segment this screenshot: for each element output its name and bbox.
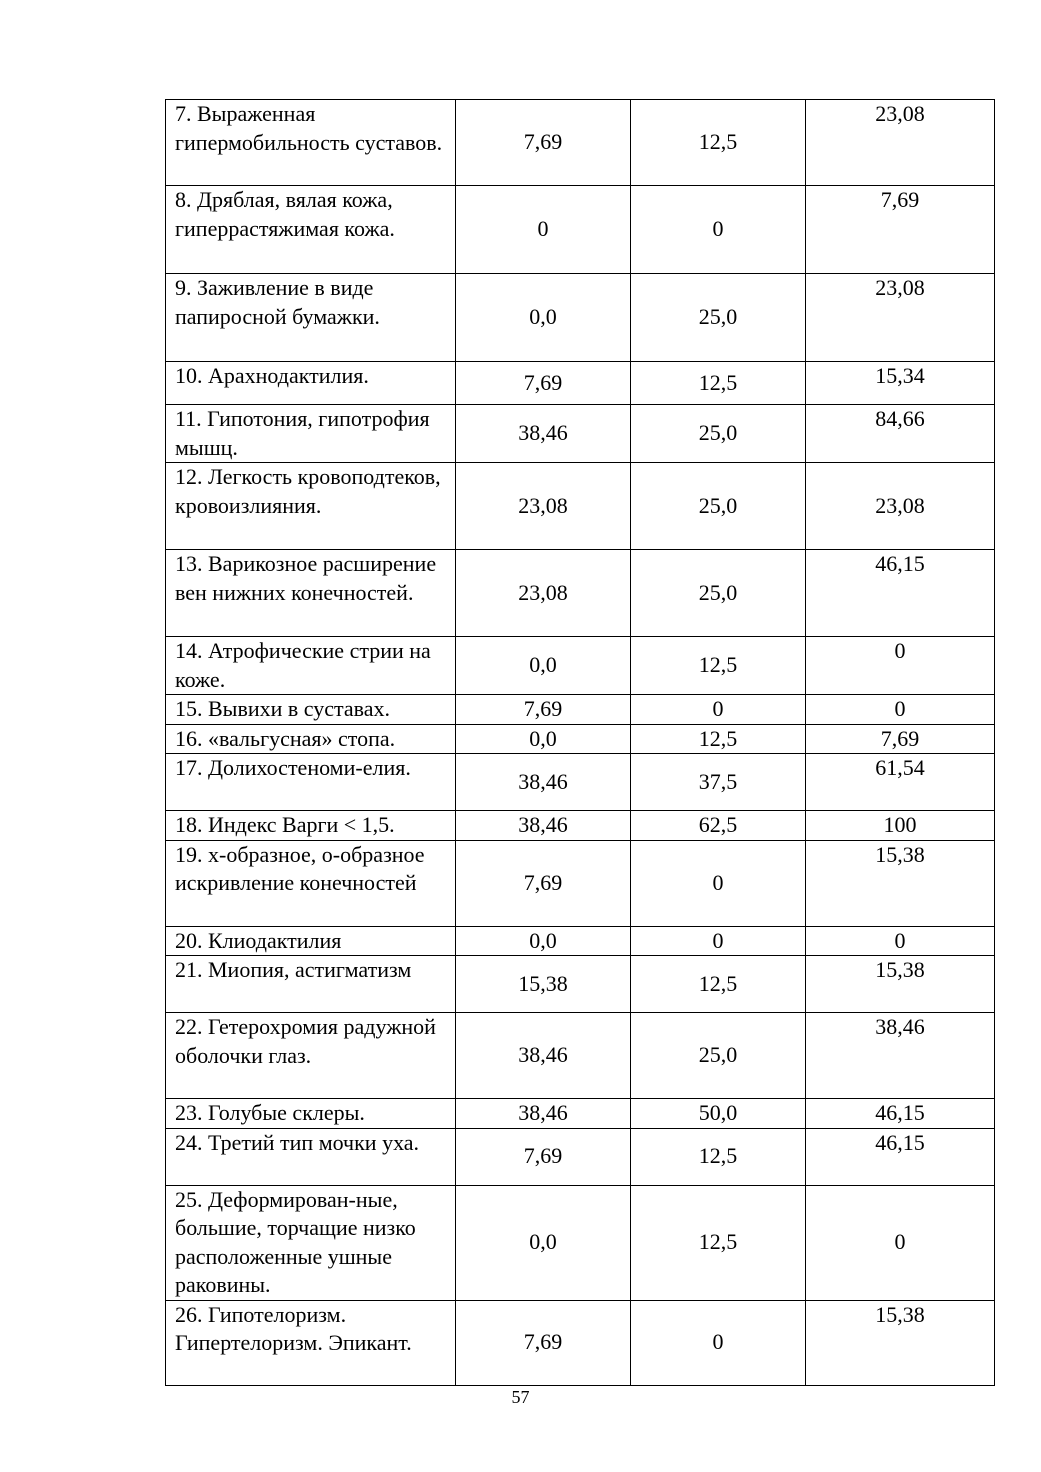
row-sign-cell: 25. Деформирован-ные, большие, торчащие низко расположенные ушные раковины. [166,1185,456,1300]
table-row [166,1128,995,1185]
value-cell-col4: 15,38 [806,956,995,1013]
row-sign-cell: 17. Долихостеноми-елия. [166,754,456,811]
table-row [166,811,995,841]
value-cell-col3: 25,0 [631,463,806,550]
value-cell-col2: 38,46 [456,1099,631,1129]
value-cell-col3: 25,0 [631,1013,806,1099]
value-cell-col4: 23,08 [806,463,995,550]
row-sign-cell: 19. х-образное, о-образное искривление конечностей [166,840,456,926]
value-cell-col2: 7,69 [456,1128,631,1185]
row-sign-cell: 11. Гипотония, гипотрофия мышц. [166,405,456,463]
row-sign-cell: 13. Варикозное расширение вен нижних конечностей. [166,550,456,637]
table-row [166,274,995,362]
value-cell-col2: 7,69 [456,362,631,405]
value-cell-col3: 12,5 [631,1128,806,1185]
row-sign-cell: 14. Атрофические стрии на коже. [166,637,456,695]
row-sign-cell: 21. Миопия, астигматизм [166,956,456,1013]
value-cell-col4: 0 [806,1185,995,1300]
value-cell-col4: 46,15 [806,1099,995,1129]
value-cell-col3: 12,5 [631,637,806,695]
value-cell-col3: 12,5 [631,100,806,186]
value-cell-col3: 62,5 [631,811,806,841]
value-cell-col3: 0 [631,840,806,926]
value-cell-col2: 0,0 [456,637,631,695]
value-cell-col4: 0 [806,695,995,725]
table-row [166,695,995,725]
table-row [166,724,995,754]
value-cell-col3: 25,0 [631,550,806,637]
row-sign-cell: 20. Клиодактилия [166,926,456,956]
table-row [166,362,995,405]
value-cell-col2: 0 [456,186,631,274]
table-row [166,463,995,550]
value-cell-col3: 12,5 [631,1185,806,1300]
row-sign-cell: 23. Голубые склеры. [166,1099,456,1129]
table-row [166,956,995,1013]
value-cell-col3: 25,0 [631,274,806,362]
value-cell-col2: 38,46 [456,754,631,811]
value-cell-col2: 23,08 [456,463,631,550]
value-cell-col2: 38,46 [456,1013,631,1099]
value-cell-col2: 0,0 [456,926,631,956]
value-cell-col2: 7,69 [456,695,631,725]
value-cell-col4: 46,15 [806,550,995,637]
table-row [166,405,995,463]
table-row [166,840,995,926]
value-cell-col4: 0 [806,637,995,695]
row-sign-cell: 15. Вывихи в суставах. [166,695,456,725]
table-row [166,1099,995,1129]
value-cell-col4: 7,69 [806,724,995,754]
value-cell-col2: 0,0 [456,724,631,754]
value-cell-col4: 15,38 [806,840,995,926]
value-cell-col4: 23,08 [806,100,995,186]
value-cell-col4: 84,66 [806,405,995,463]
row-sign-cell: 18. Индекс Варги < 1,5. [166,811,456,841]
value-cell-col2: 7,69 [456,840,631,926]
table-row [166,100,995,186]
table-row [166,1300,995,1385]
signs-frequency-table [165,99,995,1386]
value-cell-col3: 12,5 [631,956,806,1013]
row-sign-cell: 16. «вальгусная» стопа. [166,724,456,754]
row-sign-cell: 10. Арахнодактилия. [166,362,456,405]
table-row [166,550,995,637]
value-cell-col4: 15,34 [806,362,995,405]
row-sign-cell: 24. Третий тип мочки уха. [166,1128,456,1185]
value-cell-col2: 7,69 [456,100,631,186]
row-sign-cell: 7. Выраженная гипермобильность суставов. [166,100,456,186]
value-cell-col3: 0 [631,695,806,725]
value-cell-col3: 12,5 [631,362,806,405]
value-cell-col2: 0,0 [456,274,631,362]
value-cell-col3: 0 [631,926,806,956]
value-cell-col4: 23,08 [806,274,995,362]
value-cell-col2: 15,38 [456,956,631,1013]
page-number: 57 [511,1387,530,1407]
value-cell-col4: 7,69 [806,186,995,274]
value-cell-col2: 23,08 [456,550,631,637]
value-cell-col4: 38,46 [806,1013,995,1099]
value-cell-col3: 12,5 [631,724,806,754]
value-cell-col4: 15,38 [806,1300,995,1385]
value-cell-col3: 37,5 [631,754,806,811]
table-row [166,926,995,956]
row-sign-cell: 9. Заживление в виде папиросной бумажки. [166,274,456,362]
table-row [166,637,995,695]
row-sign-cell: 22. Гетерохромия радужной оболочки глаз. [166,1013,456,1099]
value-cell-col3: 0 [631,186,806,274]
value-cell-col3: 25,0 [631,405,806,463]
value-cell-col2: 0,0 [456,1185,631,1300]
value-cell-col3: 50,0 [631,1099,806,1129]
value-cell-col4: 61,54 [806,754,995,811]
value-cell-col2: 38,46 [456,811,631,841]
row-sign-cell: 12. Легкость кровоподтеков, кровоизлияния. [166,463,456,550]
table-row [166,1013,995,1099]
row-sign-cell: 8. Дряблая, вялая кожа, гиперрастяжимая кожа. [166,186,456,274]
value-cell-col4: 100 [806,811,995,841]
row-sign-cell: 26. Гипотелоризм. Гипертелоризм. Эпикант. [166,1300,456,1385]
table-row [166,186,995,274]
table-row [166,1185,995,1300]
value-cell-col3: 0 [631,1300,806,1385]
value-cell-col4: 0 [806,926,995,956]
value-cell-col4: 46,15 [806,1128,995,1185]
table-row [166,754,995,811]
value-cell-col2: 7,69 [456,1300,631,1385]
value-cell-col2: 38,46 [456,405,631,463]
